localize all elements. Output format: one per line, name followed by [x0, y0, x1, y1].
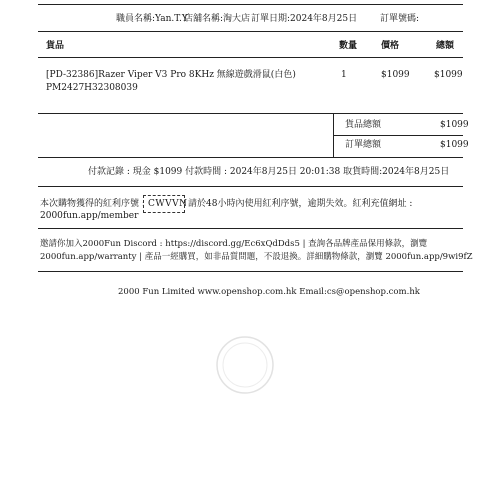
bonus-label: 本次購物獲得的紅利序號 : [40, 199, 145, 209]
store-name: 店舖名稱:淘大店 [184, 14, 251, 24]
table-header-divider [38, 57, 463, 58]
bonus-divider [38, 228, 463, 229]
order-total-label: 訂單總額 [345, 140, 382, 150]
totals-bottom-divider [38, 157, 463, 158]
faint-stamp-mark [210, 330, 280, 400]
order-number-label: 訂單號碼: [380, 14, 420, 24]
item-price: $1099 [381, 70, 410, 80]
column-amount: 總額 [436, 41, 455, 51]
discord-divider [38, 271, 463, 272]
discord-invite: 邀請你加入2000Fun Discord : https://discord.gg/Ec6xQdDds5 | 查詢各品牌產品保用條款，瀏覽 [40, 239, 428, 249]
item-name: [PD-32386]Razer Viper V3 Pro 8KHz 無線遊戲滑鼠(白色) [46, 70, 296, 80]
payment-divider [38, 186, 463, 187]
bonus-code: CWVVN [148, 199, 188, 209]
goods-total-label: 貨品總額 [345, 120, 382, 130]
column-price: 價格 [381, 41, 400, 51]
order-date: 訂單日期:2024年8月25日 [251, 14, 358, 24]
warranty-terms: 2000fun.app/warranty | 產品一經購買，如非品質問題，不設退換。詳細購物條款，瀏覽 2000fun.app/9wi9fZ [40, 252, 473, 262]
totals-divider [333, 135, 463, 136]
goods-total-value: $1099 [440, 120, 469, 130]
payment-record: 付款記錄 : 現金 $1099 付款時間 : 2024年8月25日 20:01:38 取貨時間:2024年8月25日 [88, 167, 450, 177]
company-footer: 2000 Fun Limited www.openshop.com.hk Email:cs@openshop.com.hk [118, 287, 420, 297]
column-item: 貨品 [46, 41, 65, 51]
items-bottom-divider [38, 113, 463, 114]
member-name: 職員名稱:Yan.T.Y [116, 14, 188, 24]
bonus-instructions: 請於48小時內使用紅利序號，逾期失效。紅利充值網址 : [188, 199, 413, 209]
bonus-url: 2000fun.app/member [40, 211, 139, 221]
item-quantity: 1 [341, 70, 347, 80]
header-divider [38, 31, 463, 32]
order-total-value: $1099 [440, 140, 469, 150]
item-amount: $1099 [434, 70, 463, 80]
top-border [38, 4, 463, 5]
column-quantity: 數量 [339, 41, 358, 51]
item-serial: PM2427H32308039 [46, 83, 138, 93]
